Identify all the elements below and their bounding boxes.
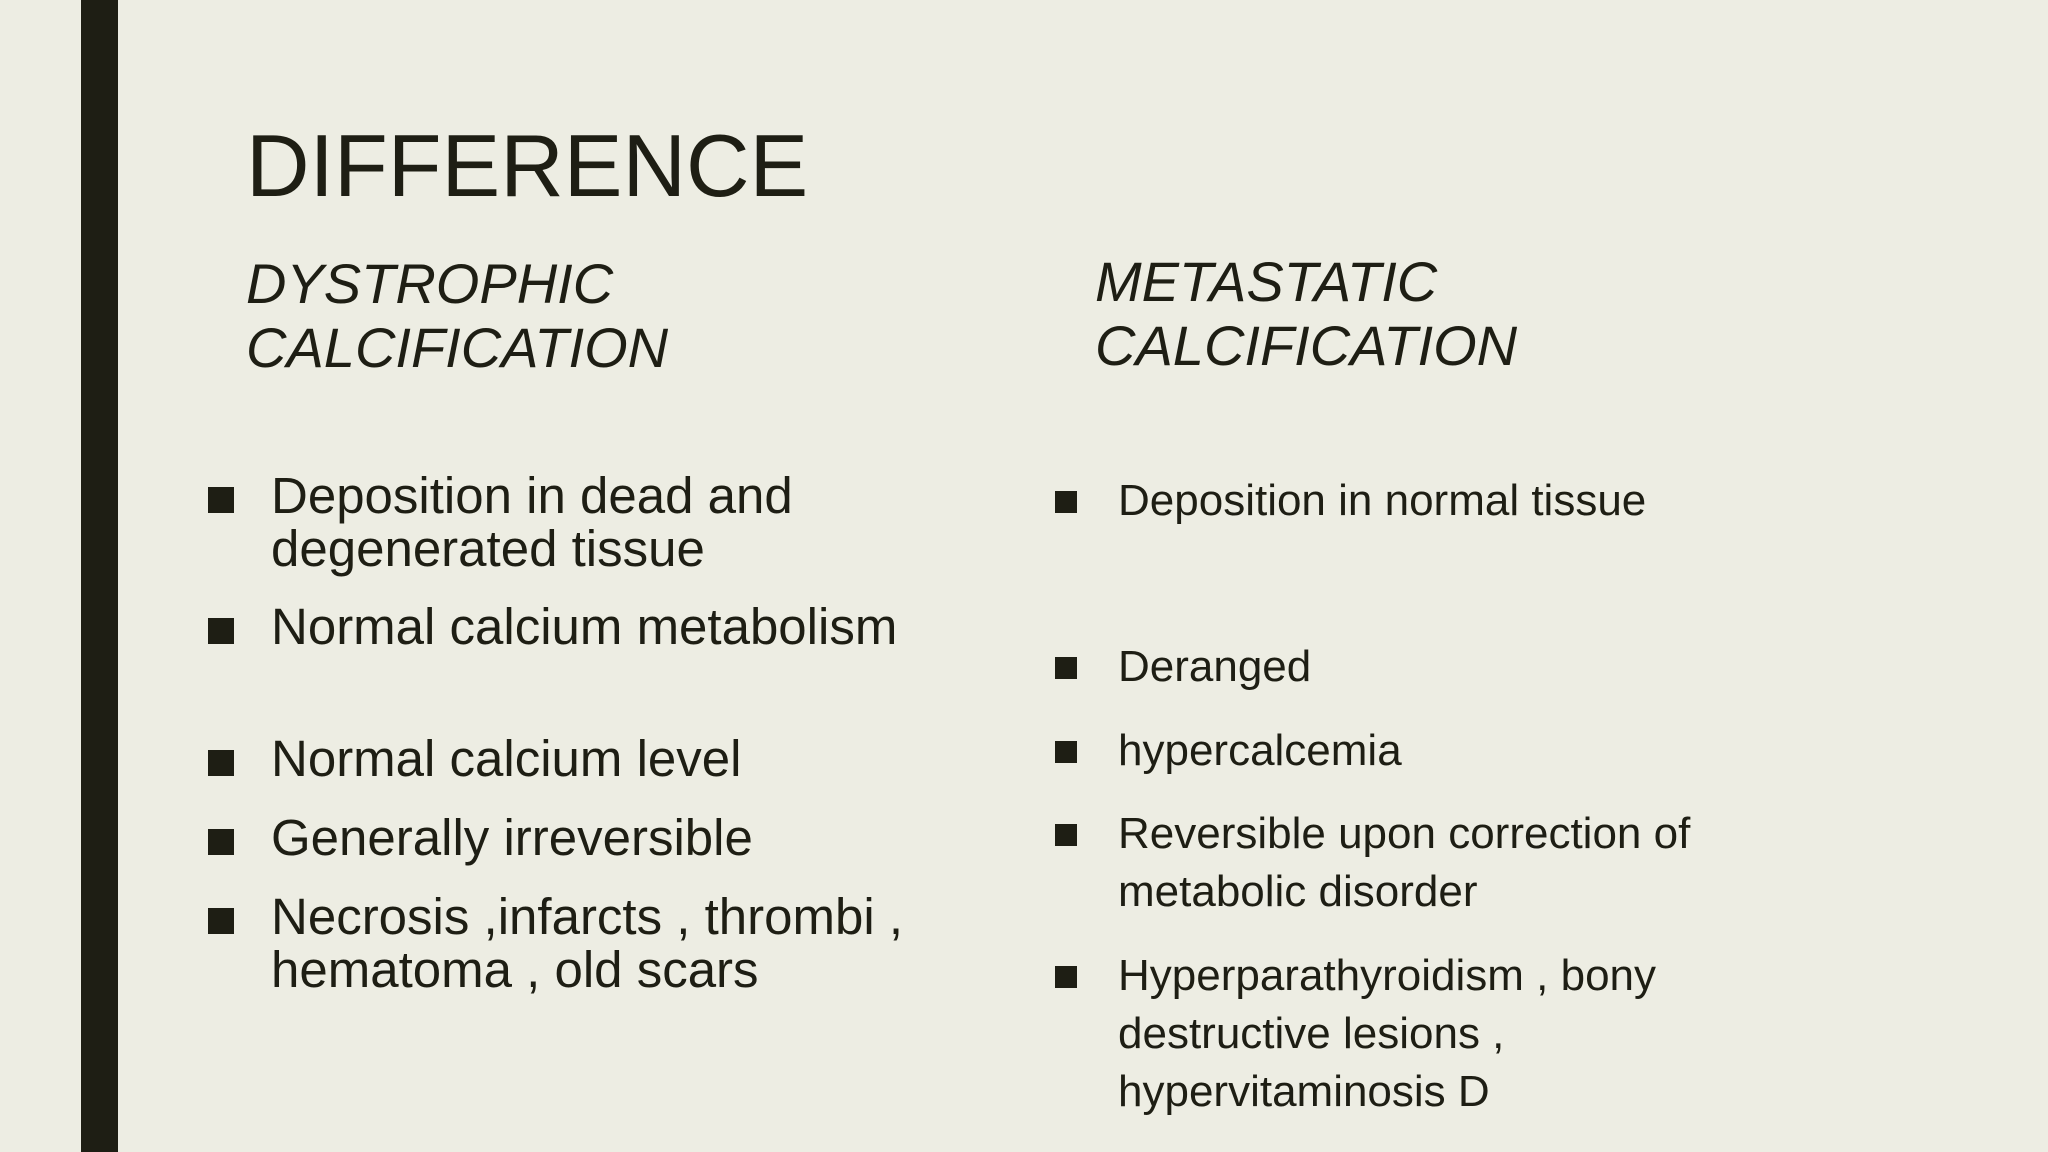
slide-title: DIFFERENCE xyxy=(246,116,809,215)
list-item: Reversible upon correction of metabolic disorder xyxy=(1055,805,1815,921)
square-bullet-icon xyxy=(208,829,234,855)
list-item: Normal calcium metabolism xyxy=(208,600,928,653)
square-bullet-icon xyxy=(208,908,234,934)
square-bullet-icon xyxy=(1055,966,1077,988)
list-item: Hyperparathyroidism , bony destructive lesions , hypervitaminosis D xyxy=(1055,947,1815,1121)
list-item: Generally irreversible xyxy=(208,811,928,864)
list-item: Necrosis ,infarcts , thrombi , hematoma , old scars xyxy=(208,890,928,996)
square-bullet-icon xyxy=(208,750,234,776)
square-bullet-icon xyxy=(1055,657,1077,679)
square-bullet-icon xyxy=(1055,824,1077,846)
left-accent-bar xyxy=(81,0,118,1152)
right-heading-line2: CALCIFICATION xyxy=(1095,314,1518,377)
right-heading-line1: METASTATIC xyxy=(1095,250,1438,313)
list-item: hypercalcemia xyxy=(1055,722,1815,780)
list-item: Deranged xyxy=(1055,638,1815,696)
left-heading-line1: DYSTROPHIC xyxy=(246,252,614,315)
list-item: Deposition in dead and degenerated tissue xyxy=(208,469,928,575)
left-column-heading xyxy=(246,252,668,380)
list-item: Deposition in normal tissue xyxy=(1055,472,1815,530)
list-item: Normal calcium level xyxy=(208,732,928,785)
right-column-heading xyxy=(1095,250,1517,378)
square-bullet-icon xyxy=(208,618,234,644)
square-bullet-icon xyxy=(208,487,234,513)
left-heading-line2: CALCIFICATION xyxy=(246,316,669,379)
square-bullet-icon xyxy=(1055,491,1077,513)
square-bullet-icon xyxy=(1055,741,1077,763)
